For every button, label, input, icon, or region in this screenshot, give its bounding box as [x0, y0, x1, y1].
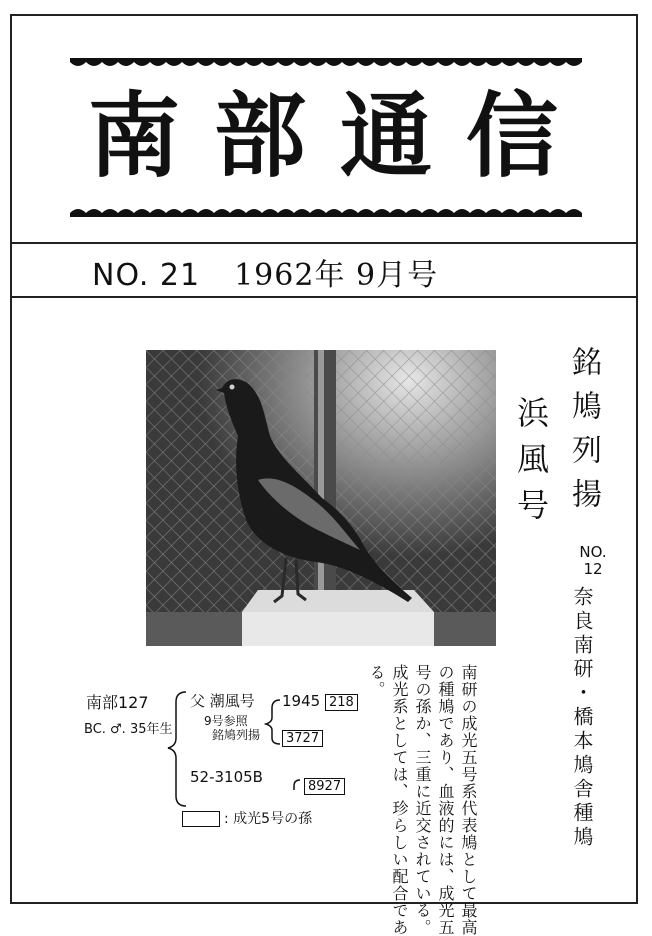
series-number: NO. 12: [579, 543, 607, 578]
series-title: 銘鳩列揚: [566, 346, 601, 522]
legend-swatch: [182, 811, 220, 827]
pedigree-sire-dam: [282, 728, 323, 747]
highlight-box: 3727: [282, 730, 323, 747]
description-line: の種鳩であり、血液的には、成光五: [436, 664, 455, 936]
pedigree-legend: [182, 808, 312, 828]
pedigree-sire-note: 9号参照: [204, 714, 248, 728]
pedigree-sire-year: [282, 692, 358, 711]
description-line: る。: [367, 664, 386, 698]
description-line: 号の孫か、三重に近交されている。: [413, 664, 432, 936]
legend-text: : 成光5号の孫: [224, 811, 313, 827]
bird-name: 浜風号: [512, 396, 550, 534]
masthead-title: 南部通信: [87, 83, 592, 190]
pedigree-subject-info: BC. ♂. 35年生: [84, 722, 173, 737]
owner-caption: 奈良南研・橋本鳩舎種鳩: [570, 586, 594, 850]
issue-number: NO. 21: [92, 258, 201, 293]
sire-year: 1945: [282, 692, 321, 710]
pedigree-sire-note: 銘鳩列揚: [212, 728, 261, 742]
pedigree-dam-box-wrap: [304, 776, 345, 795]
pedigree-sire: 父 潮風号: [190, 692, 255, 710]
issue-date: 1962年 9月号: [234, 258, 439, 293]
pedigree-subject-id: 南部127: [86, 693, 149, 712]
highlight-box: 8927: [304, 778, 345, 795]
pedigree-dam: 52-3105B: [190, 768, 263, 786]
description-line: 成光系としては、珍らしい配合であ: [390, 664, 409, 936]
description-line: 南研の成光五号系代表鳩として最高: [459, 664, 478, 936]
highlight-box: 218: [325, 694, 358, 711]
